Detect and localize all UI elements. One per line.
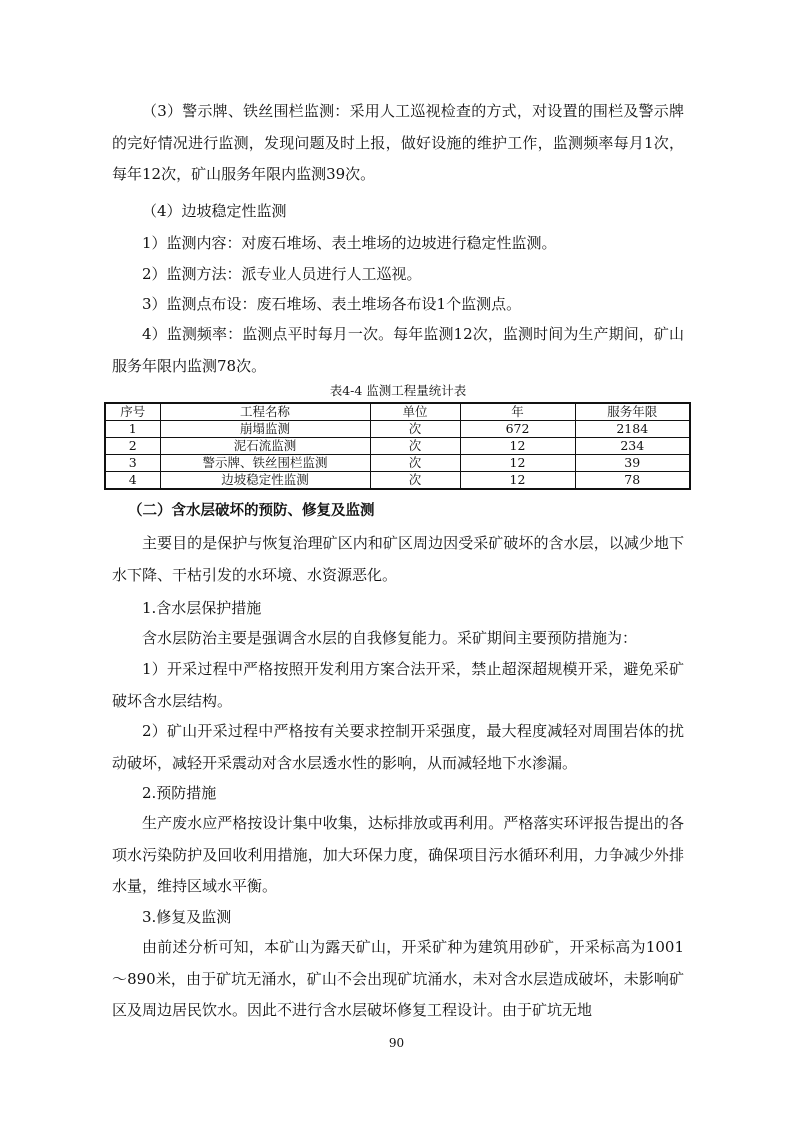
- table-cell: 2184: [575, 421, 690, 438]
- paragraph-warning-sign-monitoring: （3）警示牌、铁丝围栏监测：采用人工巡视检查的方式，对设置的围栏及警示牌的完好情况进行监测，发现问题及时上报，做好设施的维护工作，监测频率每月1次，每年12次，矿山服务年限内监测39次。: [112, 102, 684, 183]
- paragraph-measure-1: 1）开采过程中严格按照开发利用方案合法开采，禁止超深超规模开采，避免采矿破坏含水层结构。: [112, 660, 684, 710]
- table-cell: 边坡稳定性监测: [160, 472, 370, 490]
- section-heading: （二）含水层破坏的预防、修复及监测: [128, 503, 375, 519]
- table-cell: 1: [105, 421, 160, 438]
- header-unit: 单位: [370, 403, 460, 421]
- table-row: [105, 455, 690, 472]
- paragraph-monitoring-method: 2）监测方法：派专业人员进行人工巡视。: [142, 265, 422, 283]
- table-cell: 次: [370, 472, 460, 490]
- table-cell: 泥石流监测: [160, 438, 370, 455]
- header-service-life: 服务年限: [575, 403, 690, 421]
- table-cell: 4: [105, 472, 160, 490]
- table-cell: 12: [460, 472, 575, 490]
- table-cell: 次: [370, 421, 460, 438]
- paragraph-monitoring-content: 1）监测内容：对废石堆场、表土堆场的边坡进行稳定性监测。: [142, 234, 557, 252]
- paragraph-self-repair: 含水层防治主要是强调含水层的自我修复能力。采矿期间主要预防措施为：: [142, 629, 638, 647]
- paragraph-monitoring-points: 3）监测点布设：废石堆场、表土堆场各布设1个监测点。: [142, 295, 522, 313]
- paragraph-analysis: 由前述分析可知，本矿山为露天矿山，开采矿种为建筑用砂矿，开采标高为1001～890米，由于矿坑无涌水，矿山不会出现矿坑涌水，未对含水层造成破坏，未影响矿区及周边居民饮水。因此不进行含水层破坏修复工程设计。由于矿坑无地: [112, 938, 684, 1019]
- header-index: 序号: [105, 403, 160, 421]
- table-cell: 12: [460, 438, 575, 455]
- paragraph-wastewater: 生产废水应严格按设计集中收集，达标排放或再利用。严格落实环评报告提出的各项水污染防护及回收利用措施，加大环保力度，确保项目污水循环利用，力争减少外排水量，维持区域水平衡。: [112, 814, 684, 895]
- table-cell: 次: [370, 455, 460, 472]
- table-row: [105, 472, 690, 490]
- paragraph-prevention-heading: 2.预防措施: [142, 784, 217, 802]
- table-cell: 12: [460, 455, 575, 472]
- table-row: [105, 438, 690, 455]
- table-cell: 2: [105, 438, 160, 455]
- monitoring-quantity-table: [104, 402, 691, 490]
- header-project-name: 工程名称: [160, 403, 370, 421]
- paragraph-slope-heading: （4）边坡稳定性监测: [142, 202, 287, 220]
- table-cell: 警示牌、铁丝围栏监测: [160, 455, 370, 472]
- table-cell: 78: [575, 472, 690, 490]
- table-cell: 672: [460, 421, 575, 438]
- paragraph-purpose: 主要目的是保护与恢复治理矿区内和矿区周边因受采矿破坏的含水层，以减少地下水下降、干枯引发的水环境、水资源恶化。: [112, 534, 684, 584]
- table-header-row: [105, 403, 690, 421]
- table-caption: 表4-4 监测工程量统计表: [329, 383, 467, 398]
- header-year: 年: [460, 403, 575, 421]
- table-cell: 崩塌监测: [160, 421, 370, 438]
- table-cell: 3: [105, 455, 160, 472]
- table-cell: 234: [575, 438, 690, 455]
- table-cell: 次: [370, 438, 460, 455]
- table-cell: 39: [575, 455, 690, 472]
- paragraph-protection-heading: 1.含水层保护措施: [142, 599, 262, 617]
- paragraph-repair-heading: 3.修复及监测: [142, 908, 232, 926]
- page-number: 90: [388, 1036, 405, 1050]
- paragraph-measure-2: 2）矿山开采过程中严格按有关要求控制开采强度，最大程度减轻对周围岩体的扰动破坏，减轻开采震动对含水层透水性的影响，从而减轻地下水渗漏。: [112, 722, 684, 772]
- paragraph-monitoring-frequency: 4）监测频率：监测点平时每月一次。每年监测12次，监测时间为生产期间，矿山服务年限内监测78次。: [112, 325, 684, 375]
- table-row: [105, 421, 690, 438]
